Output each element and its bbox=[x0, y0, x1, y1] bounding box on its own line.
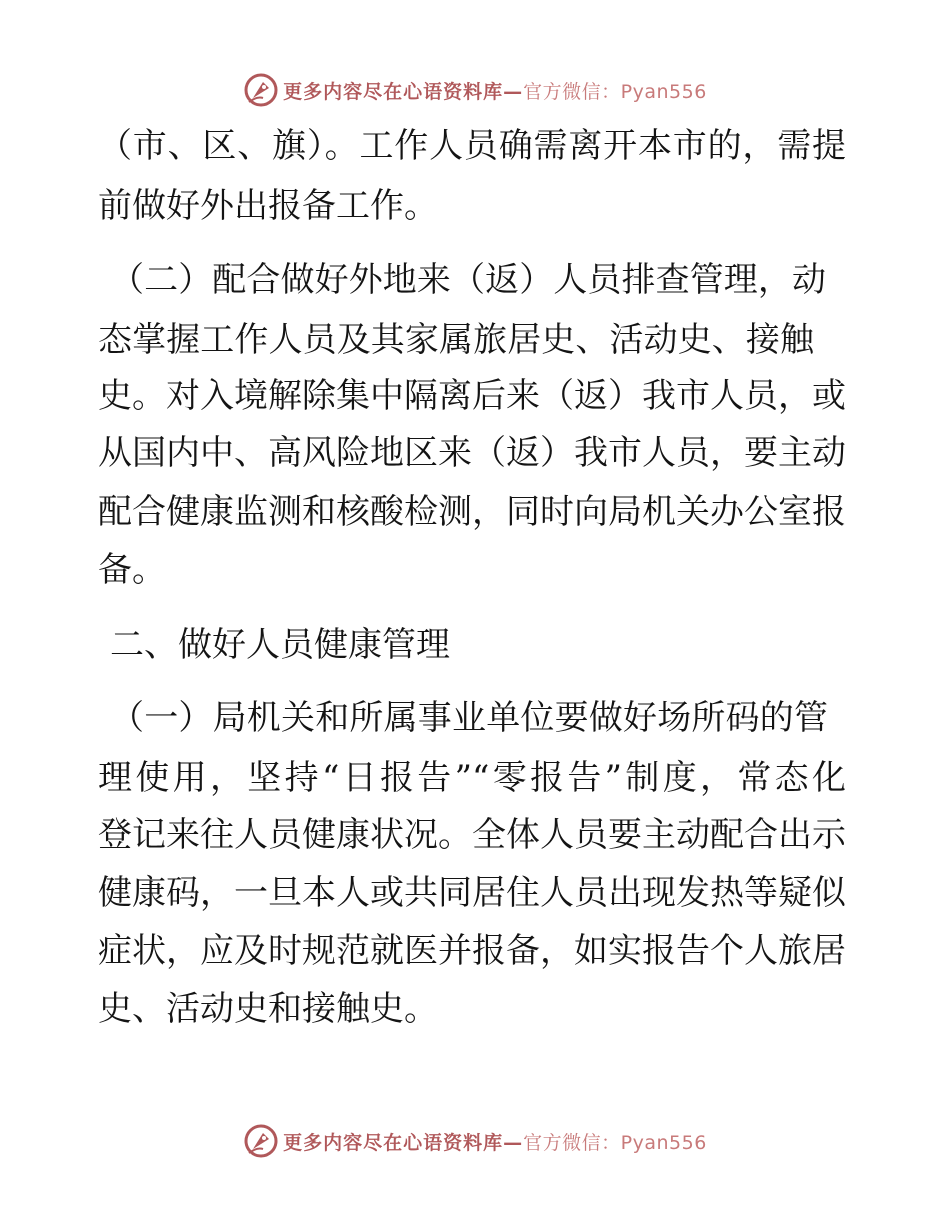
paragraph-line: 态掌握工作人员及其家属旅居史、活动史、接触 bbox=[98, 320, 814, 360]
paragraph-line: 登记来往人员健康状况。全体人员要主动配合出示 bbox=[98, 815, 846, 855]
paragraph-line: 健康码，一旦本人或共同居住人员出现发热等疑似 bbox=[98, 873, 846, 913]
footer-promo-text: 更多内容尽在心语资料库— bbox=[283, 1131, 524, 1154]
paragraph-line: 备。 bbox=[98, 550, 166, 590]
paragraph-line: （市、区、旗）。工作人员确需离开本市的，需提 bbox=[98, 126, 846, 166]
paragraph-line: （二）配合做好外地来（返）人员排查管理，动 bbox=[110, 260, 826, 300]
footer-watermark bbox=[0, 1121, 950, 1161]
paragraph-line: （一）局机关和所属事业单位要做好场所码的管 bbox=[110, 698, 828, 738]
paragraph-line: 症状，应及时规范就医并报备，如实报告个人旅居 bbox=[98, 931, 846, 971]
footer-wechat-text: 官方微信：Pyan556 bbox=[523, 1131, 707, 1154]
paragraph-line: 从国内中、高风险地区来（返）我市人员，要主动 bbox=[98, 433, 846, 473]
paragraph-line: 史。对入境解除集中隔离后来（返）我市人员，或 bbox=[98, 376, 846, 416]
section-heading: 二、做好人员健康管理 bbox=[110, 625, 450, 665]
header-wechat-text: 官方微信：Pyan556 bbox=[523, 80, 707, 103]
paragraph-line: 史、活动史和接触史。 bbox=[98, 989, 438, 1029]
paragraph-line: 配合健康监测和核酸检测，同时向局机关办公室报 bbox=[98, 492, 846, 532]
pen-nib-logo-icon bbox=[243, 1123, 279, 1159]
paragraph-line: 前做好外出报备工作。 bbox=[98, 186, 438, 226]
paragraph-line: 理使用，坚持“日报告”“零报告”制度，常态化 bbox=[98, 758, 846, 798]
header-promo-text: 更多内容尽在心语资料库— bbox=[283, 80, 524, 103]
